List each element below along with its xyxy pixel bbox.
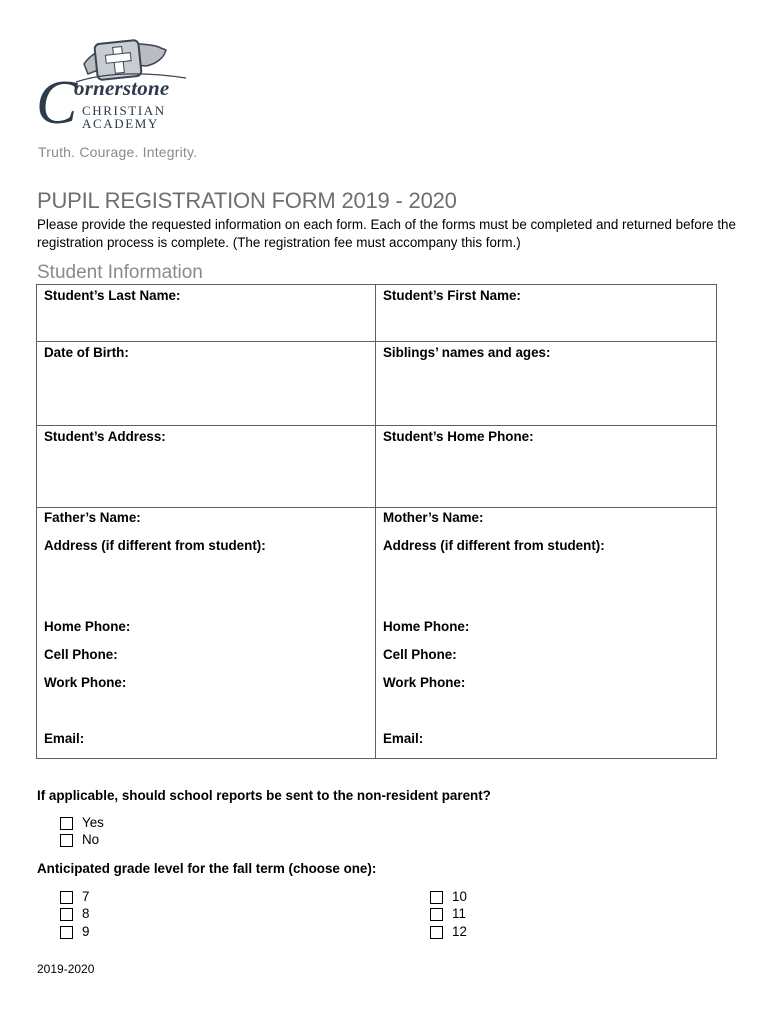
father-cell-phone-label: Cell Phone: (44, 647, 118, 662)
address-field[interactable] (37, 426, 376, 508)
checkbox[interactable] (60, 908, 73, 921)
father-info-cell[interactable] (37, 508, 376, 759)
footer-year: 2019-2020 (37, 962, 95, 976)
option-label: 12 (452, 924, 467, 939)
father-email-label: Email: (44, 731, 85, 746)
mother-info-cell[interactable] (376, 508, 717, 759)
mother-home-phone-label: Home Phone: (383, 619, 470, 634)
page-title: PUPIL REGISTRATION FORM 2019 - 2020 (37, 188, 457, 213)
first-name-label: Student’s First Name: (383, 288, 521, 303)
address-label: Student’s Address: (44, 429, 166, 444)
student-information-table (36, 284, 717, 759)
option-label: 11 (452, 906, 466, 921)
grade-question: Anticipated grade level for the fall term (choose one): (37, 861, 377, 876)
option-label: Yes (82, 815, 104, 830)
logo-academy: ACADEMY (82, 116, 159, 131)
home-phone-label: Student’s Home Phone: (383, 429, 534, 444)
tagline: Truth. Courage. Integrity. (38, 144, 198, 160)
father-name-label: Father’s Name: (44, 510, 141, 525)
father-home-phone-label: Home Phone: (44, 619, 131, 634)
last-name-label: Student’s Last Name: (44, 288, 181, 303)
logo-wordmark: ornerstone (74, 76, 170, 100)
grade-option-7[interactable] (60, 889, 89, 905)
mother-email-label: Email: (383, 731, 424, 746)
option-label: 10 (452, 889, 467, 904)
checkbox[interactable] (60, 926, 73, 939)
mother-work-phone-label: Work Phone: (383, 675, 466, 690)
dob-label: Date of Birth: (44, 345, 129, 360)
logo-initial: C (36, 69, 78, 137)
reports-question: If applicable, should school reports be sent to the non-resident parent? (37, 788, 491, 803)
mother-cell-phone-label: Cell Phone: (383, 647, 457, 662)
mother-address-label: Address (if different from student): (383, 538, 605, 553)
siblings-field[interactable] (376, 342, 717, 426)
checkbox[interactable] (430, 908, 443, 921)
last-name-field[interactable] (37, 285, 376, 342)
checkbox[interactable] (60, 834, 73, 847)
first-name-field[interactable] (376, 285, 717, 342)
grade-option-12[interactable] (430, 924, 467, 940)
option-label: 7 (82, 889, 90, 904)
option-label: No (82, 832, 100, 847)
option-label: 9 (82, 924, 90, 939)
grade-option-8[interactable] (60, 906, 89, 922)
checkbox[interactable] (60, 817, 73, 830)
grade-option-9[interactable] (60, 924, 89, 940)
intro-text: Please provide the requested information on each form. Each of the forms must be completed and returned before the registration process is complete. (The registration fee must accompany this form.) (37, 217, 736, 250)
mother-name-label: Mother’s Name: (383, 510, 484, 525)
siblings-label: Siblings’ names and ages: (383, 345, 551, 360)
grade-option-10[interactable] (430, 889, 467, 905)
reports-option-no[interactable] (60, 832, 99, 848)
grade-option-11[interactable] (430, 906, 466, 922)
school-logo (36, 38, 196, 137)
checkbox[interactable] (430, 926, 443, 939)
checkbox[interactable] (60, 891, 73, 904)
home-phone-field[interactable] (376, 426, 717, 508)
father-address-label: Address (if different from student): (44, 538, 266, 553)
reports-option-yes[interactable] (60, 815, 104, 831)
checkbox[interactable] (430, 891, 443, 904)
dob-field[interactable] (37, 342, 376, 426)
logo-christian: CHRISTIAN (82, 103, 166, 118)
father-work-phone-label: Work Phone: (44, 675, 127, 690)
option-label: 8 (82, 906, 90, 921)
section-title-student-information: Student Information (37, 262, 203, 283)
